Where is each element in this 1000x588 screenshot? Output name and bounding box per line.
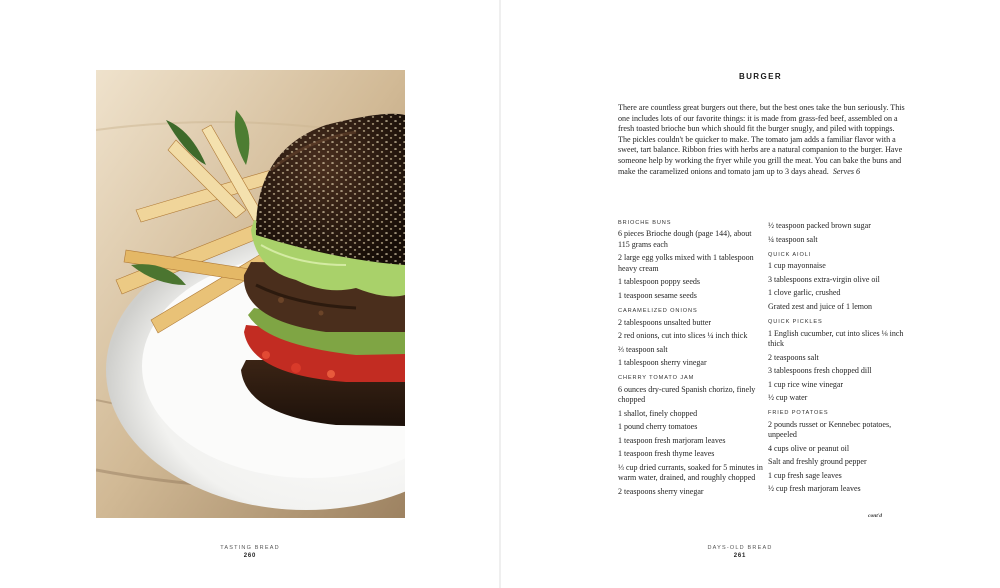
ingredient-item: 1 teaspoon sesame seeds (618, 290, 697, 300)
ingredient-item: ¼ teaspoon salt (768, 234, 818, 244)
running-head-right: DAYS-OLD BREAD (707, 545, 773, 551)
section-heading: CHERRY TOMATO JAM (618, 375, 695, 382)
ingredient-item: 2 tablespoons unsalted butter (618, 317, 712, 327)
ingredient-item: 3 tablespoons fresh chopped dill (768, 366, 872, 376)
burger-photo (96, 70, 405, 518)
ingredient-item: 1 English cucumber, cut into slices ⅛ inch thick (768, 328, 904, 349)
ingredient-item: ½ cup fresh marjoram leaves (768, 484, 861, 494)
ingredient-item: 2 teaspoons salt (768, 352, 819, 362)
ingredient-item: ½ cup water (768, 393, 808, 403)
ingredient-item: 4 cups olive or peanut oil (768, 443, 850, 453)
continued-note: cont'd (868, 513, 883, 519)
folio-left (190, 545, 310, 559)
ingredient-item: 1 teaspoon fresh marjoram leaves (618, 435, 726, 445)
ingredient-item: ⅔ teaspoon salt (618, 344, 668, 354)
ingredient-item: ⅓ cup dried currants, soaked for 5 minutes in warm water, drained, and roughly chopped (618, 462, 763, 483)
recipe-intro (618, 103, 908, 177)
ingredient-item: 1 pound cherry tomatoes (618, 422, 698, 432)
section-heading: QUICK PICKLES (768, 319, 823, 326)
section-heading: QUICK AIOLI (768, 251, 812, 258)
intro-text: There are countless great burgers out there, but the best ones take the bun seriously. This one includes lots of our favorite things: it is made from grass-fed beef, assembled on a fresh toasted brioche bun which should fit the burger snugly, and piled with toppings. The pickles couldn't be quicker to make. The tomato jam adds a familiar flavor with a sweet, tart balance. Ribbon fries with herbs are a natural companion to the burger. Have someone help by working the fryer while you grill the meat. You can bake the buns and make the caramelized onions and tomato jam up to 3 days ahead. (618, 103, 905, 176)
ingredient-item: 2 teaspoons sherry vinegar (618, 486, 704, 496)
ingredient-item: 1 tablespoon poppy seeds (618, 277, 700, 287)
ingredient-item: 1 clove garlic, crushed (768, 288, 841, 298)
ingredient-item: 6 pieces Brioche dough (page 144), about 115 grams each (618, 229, 752, 249)
ingredient-item: 1 cup mayonnaise (768, 261, 826, 271)
section-heading: FRIED POTATOES (768, 410, 829, 417)
ingredient-item: 1 tablespoon sherry vinegar (618, 358, 707, 368)
ingredient-item: 2 large egg yolks mixed with 1 tablespoon heavy cream (618, 253, 754, 273)
section-heading: CARAMELIZED ONIONS (618, 308, 698, 315)
ingredients-column-right (768, 221, 913, 498)
ingredient-item: Grated zest and juice of 1 lemon (768, 301, 872, 311)
ingredient-item: 2 red onions, cut into slices ¼ inch thick (618, 331, 748, 341)
ingredient-item: 6 ounces dry-cured Spanish chorizo, finely chopped (618, 384, 756, 405)
ingredient-item: 1 cup fresh sage leaves (768, 470, 842, 480)
ingredient-item: Salt and freshly ground pepper (768, 457, 867, 467)
serves-note: Serves 6 (832, 166, 861, 176)
recipe-title: BURGER (738, 72, 783, 81)
ingredient-item: 1 shallot, finely chopped (618, 408, 698, 418)
page-number-right: 261 (733, 553, 747, 559)
ingredient-item: 3 tablespoons extra-virgin olive oil (768, 274, 880, 284)
folio-right (680, 545, 800, 559)
section-heading: BRIOCHE BUNS (618, 220, 672, 226)
ingredients-column-left (618, 218, 763, 500)
ingredient-item: 1 cup rice wine vinegar (768, 379, 844, 389)
ingredient-item: ½ teaspoon packed brown sugar (768, 221, 871, 230)
page-gutter (499, 0, 501, 588)
ingredient-item: 1 teaspoon fresh thyme leaves (618, 449, 715, 459)
ingredient-item: 2 pounds russet or Kennebec potatoes, unpeeled (768, 419, 892, 440)
running-head-left: TASTING BREAD (220, 545, 280, 551)
page-number-left: 260 (243, 553, 257, 559)
